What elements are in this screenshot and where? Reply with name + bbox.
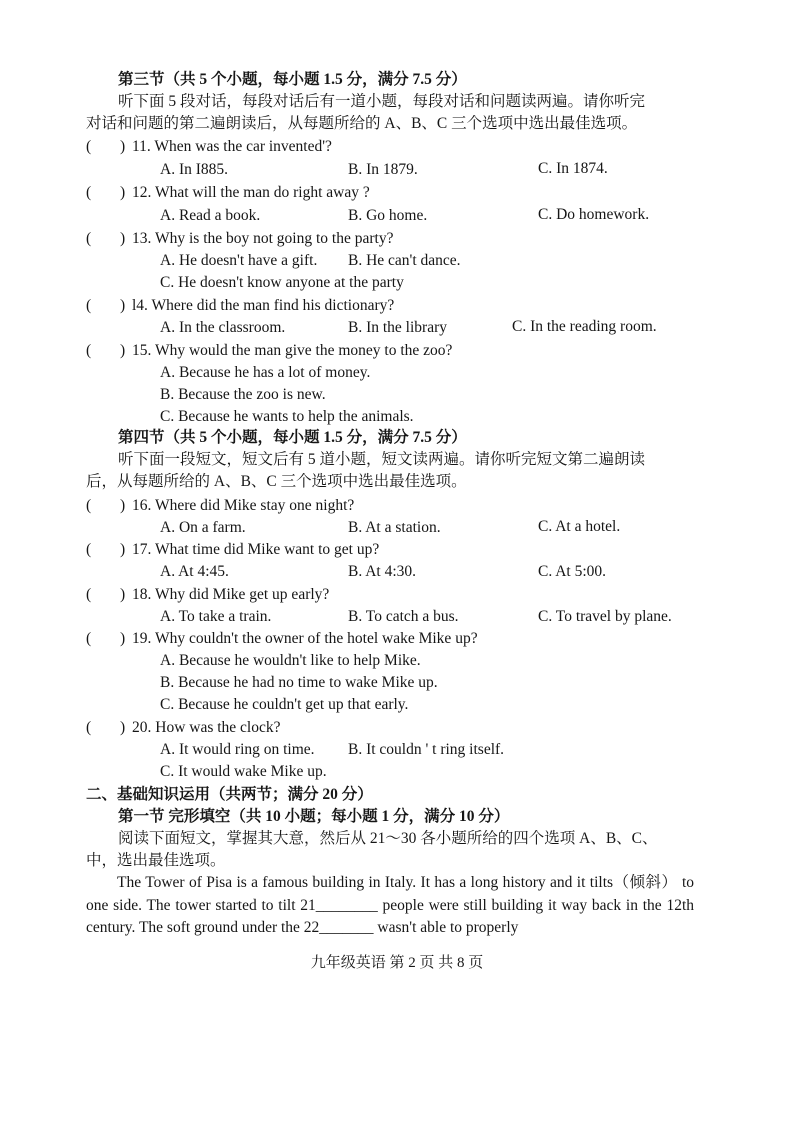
question-11: 11. When was the car invented'? — [132, 138, 332, 155]
cloze-instruction-line1: 阅读下面短文，掌握其大意，然后从 21～30 各小题所给的四个选项 A、B、C、 — [118, 830, 658, 847]
q19-option-a: A. Because he wouldn't like to help Mike. — [160, 652, 421, 669]
q12-option-c: C. Do homework. — [538, 206, 650, 223]
q20-option-b: B. It couldn ' t ring itself. — [348, 741, 505, 758]
answer-paren-close: ) — [120, 342, 126, 359]
answer-paren-close: ) — [120, 630, 126, 647]
answer-paren-close: ) — [120, 497, 126, 514]
answer-paren-close: ) — [120, 230, 126, 247]
answer-paren-open: ( — [86, 138, 92, 155]
answer-paren-close: ) — [120, 297, 126, 314]
section4-instruction-line2: 后，从每题所给的 A、B、C 三个选项中选出最佳选项。 — [86, 473, 467, 490]
q17-option-c: C. At 5:00. — [538, 563, 607, 580]
q19-option-c: C. Because he couldn't get up that early. — [160, 696, 409, 713]
q16-option-c: C. At a hotel. — [538, 518, 621, 535]
answer-paren-open: ( — [86, 719, 92, 736]
q20-option-c: C. It would wake Mike up. — [160, 763, 327, 780]
part2-heading: 二、基础知识运用（共两节；满分 20 分） — [86, 786, 373, 803]
q20-option-a: A. It would ring on time. — [160, 741, 315, 758]
q17-option-a: A. At 4:45. — [160, 563, 229, 580]
answer-paren-close: ) — [120, 541, 126, 558]
cloze-passage — [86, 872, 694, 940]
section4-heading: 第四节（共 5 个小题，每小题 1.5 分，满分 7.5 分） — [118, 429, 467, 446]
q13-option-c: C. He doesn't know anyone at the party — [160, 274, 404, 291]
cloze-section-heading: 第一节 完形填空（共 10 小题；每小题 1 分，满分 10 分） — [118, 808, 510, 825]
answer-paren-open: ( — [86, 230, 92, 247]
q18-option-c: C. To travel by plane. — [538, 608, 672, 625]
answer-paren-open: ( — [86, 586, 92, 603]
q16-option-a: A. On a farm. — [160, 519, 246, 536]
answer-paren-close: ) — [120, 184, 126, 201]
answer-paren-open: ( — [86, 342, 92, 359]
question-14: l4. Where did the man find his dictionary? — [132, 297, 395, 314]
answer-paren-open: ( — [86, 297, 92, 314]
answer-paren-close: ) — [120, 138, 126, 155]
q17-option-b: B. At 4:30. — [348, 563, 417, 580]
q15-option-b: B. Because the zoo is new. — [160, 386, 326, 403]
section3-heading: 第三节（共 5 个小题，每小题 1.5 分，满分 7.5 分） — [118, 71, 467, 88]
q13-option-b: B. He can't dance. — [348, 252, 461, 269]
answer-paren-close: ) — [120, 586, 126, 603]
page-footer: 九年级英语 第 2 页 共 8 页 — [310, 955, 484, 971]
question-16: 16. Where did Mike stay one night? — [132, 497, 355, 514]
answer-paren-open: ( — [86, 184, 92, 201]
question-15: 15. Why would the man give the money to the zoo? — [132, 342, 453, 359]
answer-paren-open: ( — [86, 541, 92, 558]
answer-paren-close: ) — [120, 719, 126, 736]
q11-option-a: A. In I885. — [160, 161, 229, 178]
question-12: 12. What will the man do right away ? — [132, 184, 370, 201]
q19-option-b: B. Because he had no time to wake Mike up. — [160, 674, 438, 691]
question-18: 18. Why did Mike get up early? — [132, 586, 330, 603]
cloze-instruction-line2: 中，选出最佳选项。 — [86, 852, 226, 869]
section3-instruction-line1: 听下面 5 段对话，每段对话后有一道小题，每段对话和问题读两遍。请你听完 — [118, 93, 646, 110]
q11-option-b: B. In 1879. — [348, 161, 418, 178]
question-20: 20. How was the clock? — [132, 719, 281, 736]
question-19: 19. Why couldn't the owner of the hotel wake Mike up? — [132, 630, 478, 647]
section4-instruction-line1: 听下面一段短文，短文后有 5 道小题，短文读两遍。请你听完短文第二遍朗读 — [118, 451, 646, 468]
q18-option-b: B. To catch a bus. — [348, 608, 459, 625]
q15-option-c: C. Because he wants to help the animals. — [160, 408, 414, 425]
q18-option-a: A. To take a train. — [160, 608, 272, 625]
q14-option-a: A. In the classroom. — [160, 319, 286, 336]
q15-option-a: A. Because he has a lot of money. — [160, 364, 371, 381]
cloze-passage-text: The Tower of Pisa is a famous building in Italy. It has a long history and it tilts（倾斜） to one side. The tower started to tilt 21________ people were still building it way back in the 12th century. The soft ground under the 22_______ wasn't able to properly — [86, 874, 694, 936]
q16-option-b: B. At a station. — [348, 519, 441, 536]
q12-option-a: A. Read a book. — [160, 207, 261, 224]
q14-option-c: C. In the reading room. — [512, 318, 657, 335]
q11-option-c: C. In 1874. — [538, 160, 608, 177]
question-13: 13. Why is the boy not going to the party? — [132, 230, 394, 247]
answer-paren-open: ( — [86, 497, 92, 514]
question-17: 17. What time did Mike want to get up? — [132, 541, 380, 558]
q12-option-b: B. Go home. — [348, 207, 428, 224]
answer-paren-open: ( — [86, 630, 92, 647]
q14-option-b: B. In the library — [348, 319, 448, 336]
q13-option-a: A. He doesn't have a gift. — [160, 252, 318, 269]
section3-instruction-line2: 对话和问题的第二遍朗读后，从每题所给的 A、B、C 三个选项中选出最佳选项。 — [86, 115, 638, 132]
